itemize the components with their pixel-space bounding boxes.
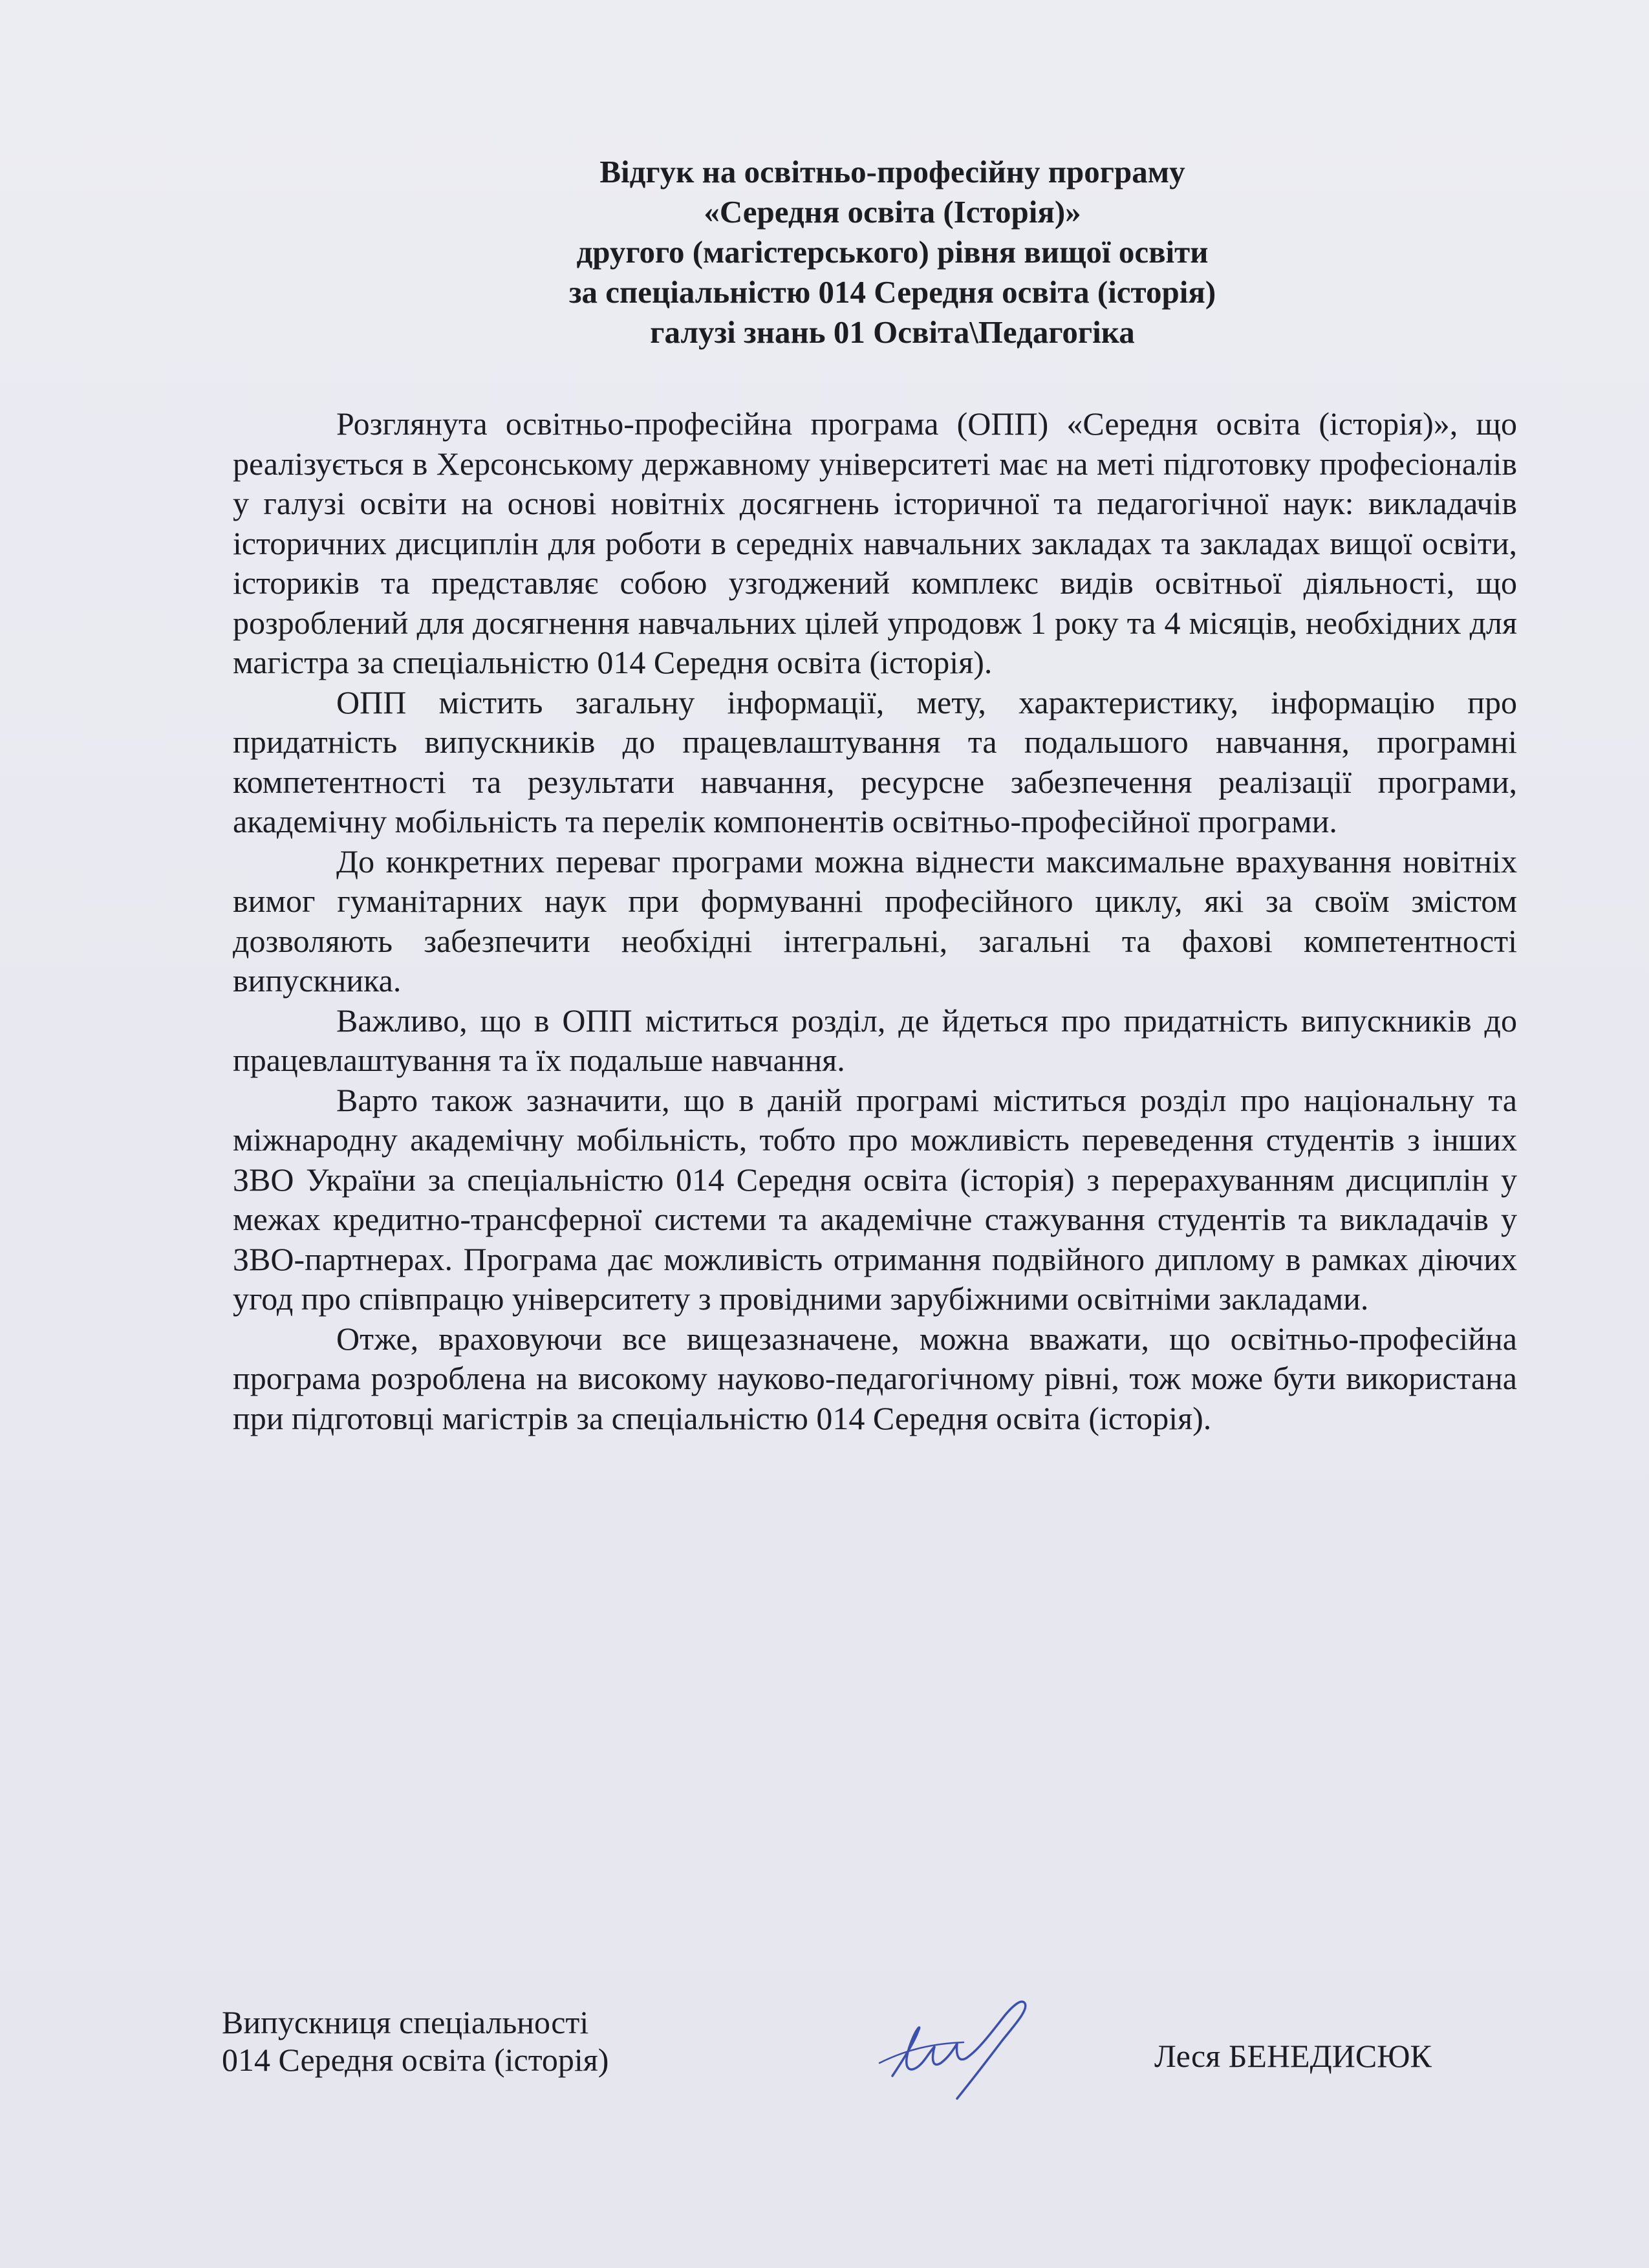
paragraph-5: Варто також зазначити, що в даній програмі міститься розділ про національну та міжнародну академічну мобільність, тобто про можливість переведення студентів з інших ЗВО України за спеціальністю 014 Середня освіта (історія) з перерахуванням дисциплін у межах кредитно-трансферної системи та академічне стажування студентів та викладачів у ЗВО-партнерах. Програма дає можливість отримання подвійного диплому в рамках діючих угод про співпрацю університету з провідними зарубіжними освітніми закладами. bbox=[233, 1081, 1517, 1317]
signer-name: Леся БЕНЕДИСЮК bbox=[1154, 2038, 1432, 2074]
title-line-3: другого (магістерського) рівня вищої освіти bbox=[576, 234, 1209, 270]
paragraph-2: ОПП містить загальну інформації, мету, характеристику, інформацію про придатність випускників до працевлаштування та подальшого навчання, програмні компетентності та результати навчання, ресурсне забезпечення реалізації програми, академічну мобільність та перелік компонентів освітньо-професійної програми. bbox=[233, 684, 1517, 839]
handwritten-signature bbox=[867, 1979, 1061, 2108]
signer-position bbox=[222, 2003, 609, 2079]
title-line-5: галузі знань 01 Освіта\Педагогіка bbox=[650, 314, 1135, 350]
title-line-1: Відгук на освітньо-професійну програму bbox=[599, 154, 1185, 189]
signer-position-line-1: Випускниця спеціальності bbox=[222, 2004, 589, 2040]
paragraph-6: Отже, враховуючи все вищезазначене, можна вважати, що освітньо-професійна програма розроблена на високому науково-педагогічному рівні, тож може бути використана при підготовці магістрів за спеціальністю 014 Середня освіта (історія). bbox=[233, 1320, 1517, 1436]
title-line-4: за спеціальністю 014 Середня освіта (історія) bbox=[568, 274, 1216, 310]
signer-position-line-2: 014 Середня освіта (історія) bbox=[222, 2042, 609, 2078]
paragraph-1: Розглянута освітньо-професійна програма (ОПП) «Середня освіта (історія)», що реалізується в Херсонському державному університеті має на меті підготовку професіоналів у галузі освіти на основі новітніх досягнень історичної та педагогічної наук: викладачів історичних дисциплін для роботи в середніх навчальних закладах та закладах вищої освіти, істориків та представляє собою узгоджений комплекс видів освітньої діяльності, що розроблений для досягнення навчальних цілей упродовж 1 року та 4 місяців, необхідних для магістра за спеціальністю 014 Середня освіта (історія). bbox=[233, 405, 1517, 680]
document-body bbox=[233, 404, 1517, 1438]
title-line-2: «Середня освіта (Історія)» bbox=[704, 194, 1081, 230]
paragraph-4: Важливо, що в ОПП міститься розділ, де йдеться про придатність випускників до працевлаштування та їх подальше навчання. bbox=[233, 1002, 1517, 1078]
document-title bbox=[323, 152, 1461, 352]
paragraph-3: До конкретних переваг програми можна віднести максимальне врахування новітніх вимог гуманітарних наук при формуванні професійного циклу, які за своїм змістом дозволяють забезпечити необхідні інтегральні, загальні та фахові компетентності випускника. bbox=[233, 843, 1517, 999]
